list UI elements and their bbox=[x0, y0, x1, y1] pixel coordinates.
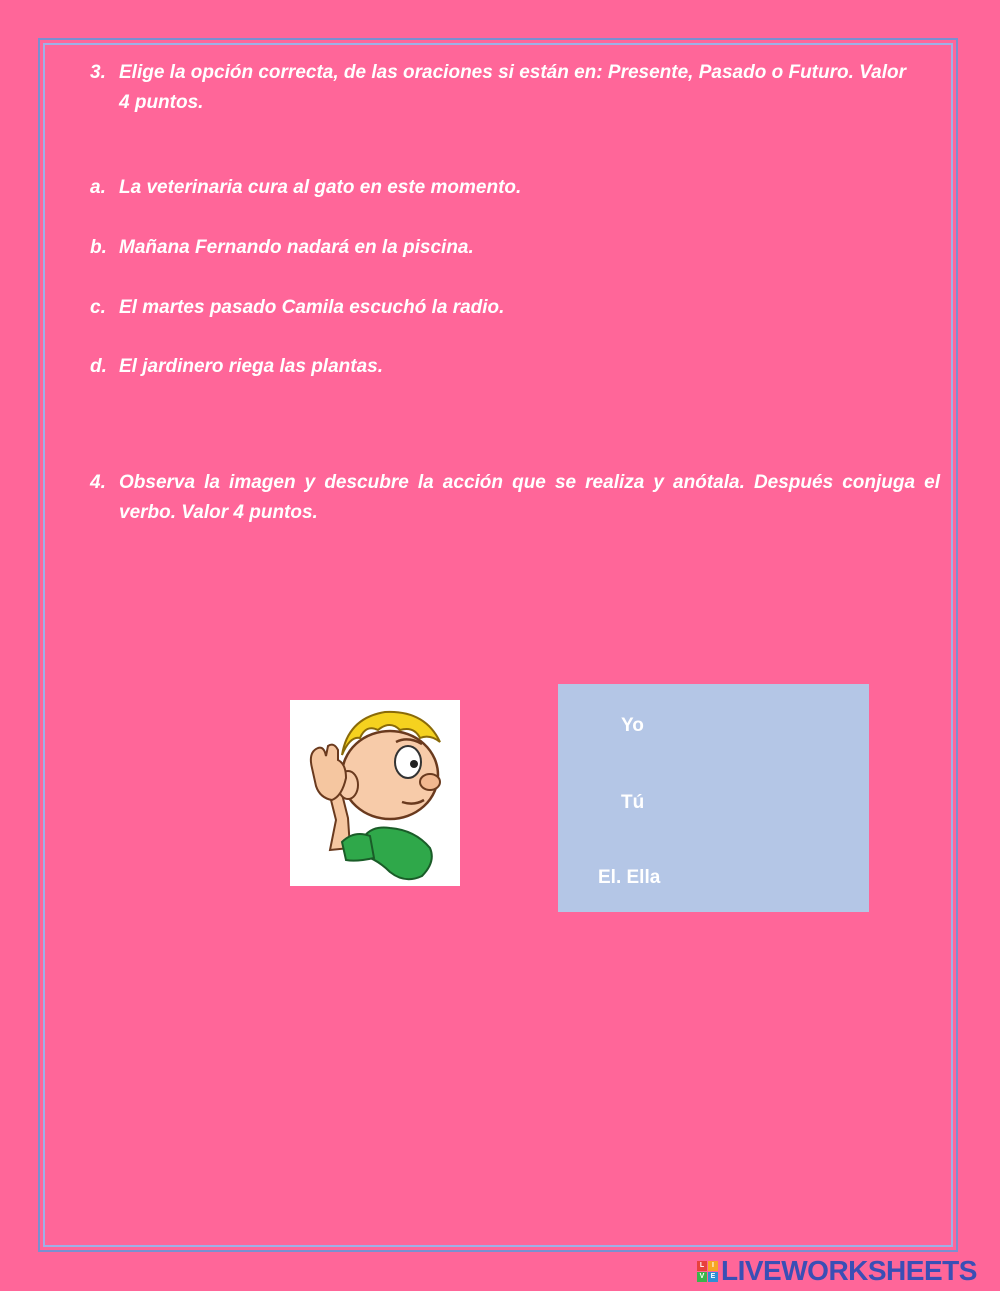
question-3 bbox=[90, 58, 920, 118]
question-3-text: Elige la opción correcta, de las oraciones si están en: Presente, Pasado o Futuro. Valor 4 puntos. bbox=[119, 62, 906, 113]
option-d bbox=[90, 353, 890, 381]
question-4-number: 4. bbox=[90, 472, 106, 493]
logo-squares-icon: L I V E bbox=[697, 1261, 718, 1282]
liveworksheets-logo bbox=[697, 1256, 977, 1286]
listening-boy-image bbox=[290, 700, 460, 886]
option-a bbox=[90, 174, 890, 202]
option-b-text: Mañana Fernando nadará en la piscina. bbox=[119, 237, 474, 258]
option-d-text: El jardinero riega las plantas. bbox=[119, 356, 383, 377]
option-b bbox=[90, 234, 890, 262]
pronoun-el-ella: El. Ella bbox=[598, 867, 661, 888]
conjugation-box bbox=[558, 684, 869, 912]
pronoun-tu: Tú bbox=[621, 792, 645, 813]
question-4 bbox=[90, 468, 940, 528]
option-c-letter: c. bbox=[90, 297, 106, 318]
option-a-letter: a. bbox=[90, 177, 106, 198]
option-d-letter: d. bbox=[90, 356, 107, 377]
pronoun-yo: Yo bbox=[621, 715, 644, 736]
question-4-text: Observa la imagen y descubre la acción que se realiza y anótala. Después conjuga el verbo. Valor 4 puntos. bbox=[119, 472, 940, 523]
listening-boy-illustration bbox=[290, 700, 460, 886]
option-a-text: La veterinaria cura al gato en este momento. bbox=[119, 177, 522, 198]
option-c-text: El martes pasado Camila escuchó la radio. bbox=[119, 297, 505, 318]
logo-text: LIVEWORKSHEETS bbox=[721, 1255, 977, 1286]
option-b-letter: b. bbox=[90, 237, 107, 258]
question-3-number: 3. bbox=[90, 62, 106, 83]
page-border-inner bbox=[43, 43, 953, 1247]
option-c bbox=[90, 294, 890, 322]
